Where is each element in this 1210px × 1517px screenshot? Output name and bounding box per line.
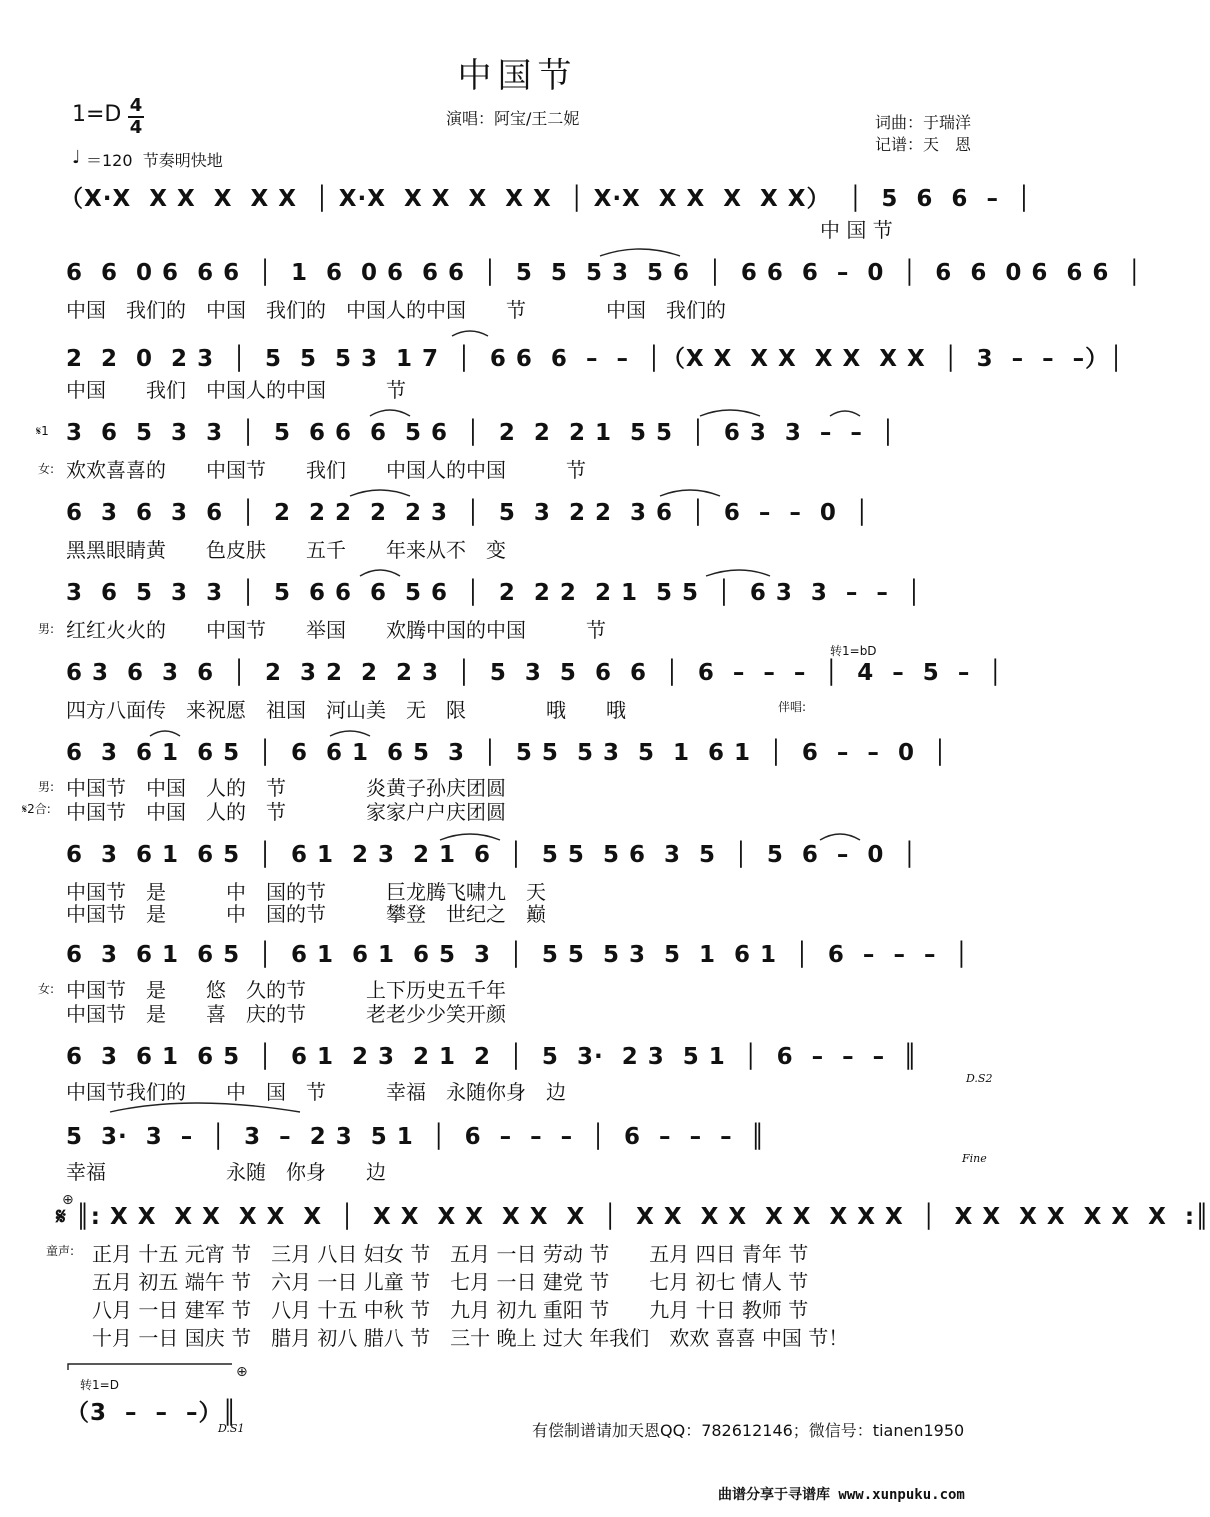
children-lyrics-2: 五月 初五 端午 节 六月 一日 儿童 节 七月 一日 建党 节 七月 初七 情人 节	[92, 1270, 809, 1294]
slur	[600, 249, 680, 256]
coda-bracket	[68, 1364, 232, 1370]
coda-notation: （3 – – –）║	[66, 1400, 238, 1426]
quarter-note-icon: ♩	[72, 147, 81, 168]
lyrics-row-2: 中国 我们的 中国 我们的 中国人的中国 节 中国 我们的	[66, 298, 726, 322]
notation-row-1: （X·X X X X X X │ X·X X X X X X │ X·X X X X X X） │ 5 6 6 – │	[60, 186, 1032, 212]
lyrics-row-10-verse-2: 中国节 是 喜 庆的节 老老少少笑开颜	[66, 1002, 506, 1026]
notation-row-7: 6 3 6 3 6 │ 2 3 2 2 2 3 │ 5 3 5 6 6 │ 6 – – – │ 4 – 5 – │	[66, 660, 1004, 686]
slur	[360, 570, 400, 576]
children-lyrics-4: 十月 一日 国庆 节 腊月 初八 腊八 节 三十 晚上 过大 年我们 欢欢 喜喜 中国 节！	[92, 1326, 849, 1350]
slur	[330, 731, 370, 736]
slur	[706, 570, 770, 576]
notation-row-12: 5 3· 3 – │ 3 – 2 3 5 1 │ 6 – – – │ 6 – – – ║	[66, 1124, 766, 1150]
male-label-2: 男:	[38, 780, 55, 794]
female-label-2: 女:	[38, 982, 55, 996]
notation-row-8: 6 3 6 1 6 5 │ 6 6 1 6 5 3 │ 5 5 5 3 5 1 6 1 │ 6 – – 0 │	[66, 740, 948, 766]
lyrics-row-5: 黑黑眼睛黄 色皮肤 五千 年来从不 变	[66, 538, 506, 562]
notation-row-13: 𝄋 ║: X X X X X X X │ X X X X X X X │ X X X X X X X X X │ X X X X X X X :║	[56, 1204, 1210, 1230]
children-lyrics-1: 正月 十五 元宵 节 三月 八日 妇女 节 五月 一日 劳动 节 五月 四日 青年 节	[92, 1242, 809, 1266]
duet-label: 伴唱:	[778, 700, 807, 714]
lyrics-row-8-verse-1: 中国节 中国 人的 节 炎黄子孙庆团圆	[66, 776, 506, 800]
notation-row-11: 6 3 6 1 6 5 │ 6 1 2 3 2 1 2 │ 5 3· 2 3 5 1 │ 6 – – – ║	[66, 1044, 919, 1070]
children-label: 童声:	[46, 1244, 75, 1258]
notation-row-10: 6 3 6 1 6 5 │ 6 1 6 1 6 5 3 │ 5 5 5 3 5 1 6 1 │ 6 – – – │	[66, 942, 970, 968]
lyrics-row-7: 四方八面传 来祝愿 祖国 河山美 无 限 哦 哦	[66, 698, 626, 722]
fine-mark: Fine	[962, 1152, 987, 1165]
notation-row-3: 2 2 0 2 3 │ 5 5 5 3 1 7 │ 6 6 6 – – │（X X X X X X X X │ 3 – – –）│	[66, 346, 1125, 372]
slur	[370, 410, 410, 416]
slur	[830, 411, 860, 416]
song-title: 中国节	[457, 56, 578, 96]
modulation-bd-label: 转1=bD	[830, 644, 877, 658]
slur	[110, 1103, 300, 1112]
slur	[660, 490, 720, 496]
ds1-mark: D.S1	[218, 1422, 245, 1435]
key-signature: 1=D	[72, 102, 122, 127]
lyrics-row-12: 幸福 永随 你身 边	[66, 1160, 386, 1184]
notation-row-4: 3 6 5 3 3 │ 5 6 6 6 5 6 │ 2 2 2 1 5 5 │ 6 3 3 – – │	[66, 420, 896, 446]
lyrics-row-10-verse-1: 中国节 是 悠 久的节 上下历史五千年	[66, 978, 506, 1002]
footer-contact: 有偿制谱请加天恩QQ：782612146；微信号：tianen1950	[532, 1421, 965, 1440]
singer-credit: 演唱：阿宝/王二妮	[446, 109, 580, 128]
notation-row-5: 6 3 6 3 6 │ 2 2 2 2 2 3 │ 5 3 2 2 3 6 │ 6 – – 0 │	[66, 500, 870, 526]
slur	[350, 490, 410, 496]
ds2-mark: D.S2	[966, 1072, 993, 1085]
slur	[452, 331, 488, 336]
lyrics-row-1: 中 国 节	[820, 218, 893, 242]
lyricist-credit: 词曲：于瑞洋	[875, 113, 972, 132]
watermark: 曲谱分享于寻谱库 www.xunpuku.com	[718, 1487, 965, 1503]
time-sig-top: 4	[129, 95, 143, 116]
slur	[820, 834, 860, 840]
coda-icon: ⊕	[62, 1192, 74, 1208]
time-sig-bottom: 4	[129, 117, 143, 138]
lyrics-row-11: 中国节我们的 中 国 节 幸福 永随你身 边	[66, 1080, 566, 1104]
coda-modulation-label: 转1=D	[80, 1378, 119, 1392]
lyrics-row-8-verse-2: 中国节 中国 人的 节 家家户户庆团圆	[66, 800, 506, 824]
segno-2-chorus-label: 𝄋2合:	[22, 802, 51, 816]
slur	[440, 834, 500, 840]
lyrics-row-3: 中国 我们 中国人的中国 节	[66, 378, 406, 402]
segno-1-label: 𝄋1	[36, 424, 49, 438]
transcriber-credit: 记谱：天 恩	[875, 135, 972, 154]
female-label: 女:	[38, 462, 55, 476]
notation-row-6: 3 6 5 3 3 │ 5 6 6 6 5 6 │ 2 2 2 2 1 5 5 │ 6 3 3 – – │	[66, 580, 922, 606]
children-lyrics-3: 八月 一日 建军 节 八月 十五 中秋 节 九月 初九 重阳 节 九月 十日 教师 节	[92, 1298, 809, 1322]
lyrics-row-9-verse-1: 中国节 是 中 国的节 巨龙腾飞啸九 天	[66, 880, 546, 904]
slur	[150, 731, 180, 736]
lyrics-row-9-verse-2: 中国节 是 中 国的节 攀登 世纪之 巅	[66, 902, 546, 926]
lyrics-row-4: 欢欢喜喜的 中国节 我们 中国人的中国 节	[66, 458, 586, 482]
notation-row-9: 6 3 6 1 6 5 │ 6 1 2 3 2 1 6 │ 5 5 5 6 3 5 │ 5 6 – 0 │	[66, 842, 918, 868]
tempo-marking: ＝120 节奏明快地	[86, 151, 223, 170]
lyrics-row-6: 红红火火的 中国节 举国 欢腾中国的中国 节	[66, 618, 606, 642]
coda-icon: ⊕	[236, 1364, 248, 1380]
male-label: 男:	[38, 622, 55, 636]
slur	[700, 410, 760, 416]
notation-row-2: 6 6 0 6 6 6 │ 1 6 0 6 6 6 │ 5 5 5 3 5 6 │ 6 6 6 – 0 │ 6 6 0 6 6 6 │	[66, 260, 1143, 286]
